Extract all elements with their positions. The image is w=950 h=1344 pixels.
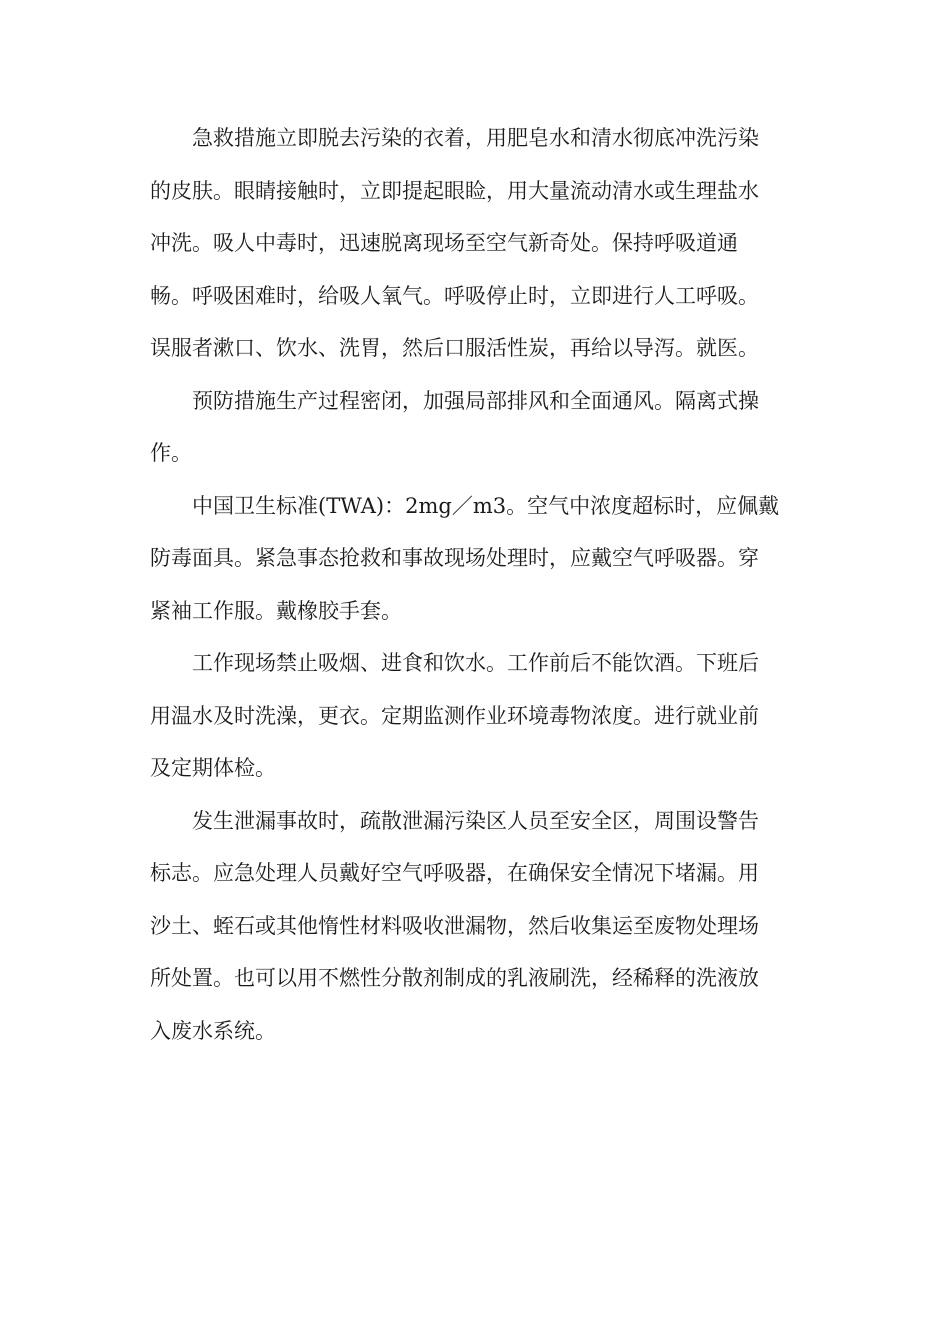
text-line: 预防措施生产过程密闭，加强局部排风和全面通风。隔离式操 [192, 388, 759, 413]
text-line: 用温水及时洗澡，更衣。定期监测作业环境毒物浓度。进行就业前 [150, 703, 759, 728]
text-line: 的皮肤。眼睛接触时，立即提起眼睑，用大量流动清水或生理盐水 [150, 178, 759, 203]
text-line: 急救措施立即脱去污染的衣着，用肥皂水和清水彻底冲洗污染 [192, 126, 759, 150]
paragraph-leak-handling [150, 795, 802, 1058]
text-line: 作。 [150, 441, 192, 465]
text-line: 及定期体检。 [150, 756, 276, 780]
text-line: 标志。应急处理人员戴好空气呼吸器，在确保安全情况下堵漏。用 [150, 861, 759, 885]
text-line: 中国卫生标准(TWA)：2mg／m3。空气中浓度超标时，应佩戴 [192, 493, 780, 518]
text-line: 沙土、蛭石或其他惰性材料吸收泄漏物，然后收集运至废物处理场 [150, 913, 759, 938]
paragraph-prevention [150, 375, 802, 480]
paragraph-workplace-rules [150, 637, 802, 795]
text-line: 误服者漱口、饮水、洗胃，然后口服活性炭，再给以导泻。就医。 [150, 336, 759, 360]
text-line: 所处置。也可以用不燃性分散剂制成的乳液刷洗，经稀释的洗液放 [150, 966, 759, 990]
text-line: 冲洗。吸人中毒时，迅速脱离现场至空气新奇处。保持呼吸道通 [150, 231, 738, 255]
text-line: 入废水系统。 [150, 1018, 276, 1043]
paragraph-hygiene-standard [150, 480, 802, 638]
text-line: 防毒面具。紧急事态抢救和事故现场处理时，应戴空气呼吸器。穿 [150, 546, 759, 570]
text-line: 发生泄漏事故时，疏散泄漏污染区人员至安全区，周围设警告 [192, 808, 759, 833]
text-line: 畅。呼吸困难时，给吸人氧气。呼吸停止时，立即进行人工呼吸。 [150, 283, 759, 308]
paragraph-first-aid [150, 112, 802, 375]
text-line: 紧袖工作服。戴橡胶手套。 [150, 598, 402, 623]
text-line: 工作现场禁止吸烟、进食和饮水。工作前后不能饮酒。下班后 [192, 651, 759, 675]
document-body [150, 112, 802, 1057]
